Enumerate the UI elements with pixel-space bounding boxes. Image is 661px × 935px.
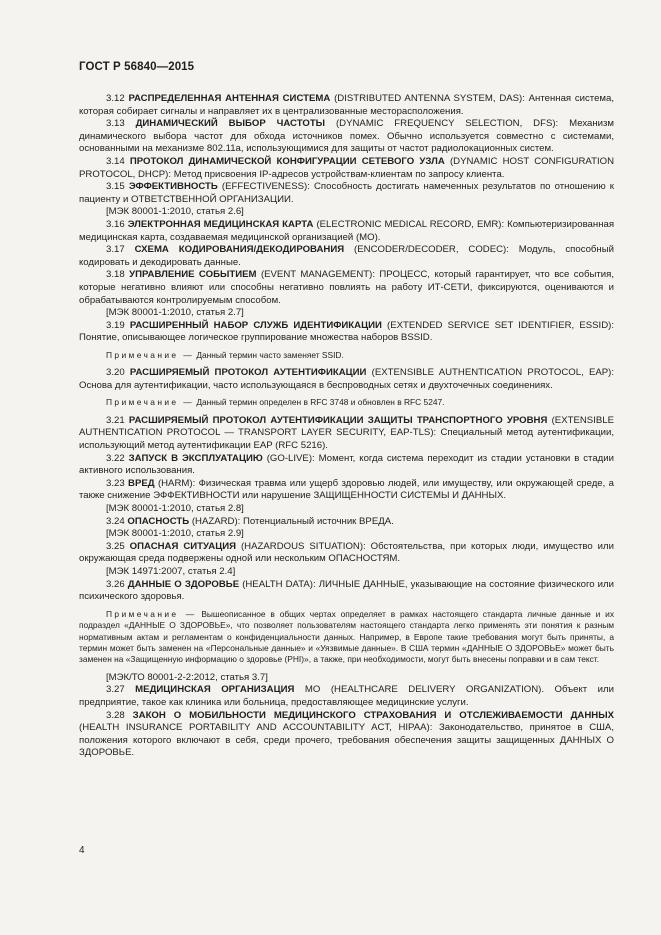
term-entry: 3.22 ЗАПУСК В ЭКСПЛУАТАЦИЮ (GO-LIVE): Момент, когда система переходит из стадии установки в стадии активного использования. bbox=[79, 452, 614, 477]
term-entry: 3.15 ЭФФЕКТИВНОСТЬ (EFFECTIVENESS): Способность достигать намеченных результатов по отношению к пациенту и ОТВЕТСТВЕННОЙ ОРГАНИЗАЦИИ. bbox=[79, 181, 614, 205]
term-entry: 3.18 УПРАВЛЕНИЕ СОБЫТИЕМ (EVENT MANAGEMENT): ПРОЦЕСС, который гарантирует, что все события, которые негативно влияют или способны негативно повлиять на работу ИТ-СЕТИ, фиксируются, оцениваются и обрабатываются контролируемым способом. bbox=[79, 269, 614, 306]
term-note: Примечание — Данный термин определен в RFC 3748 и обновлен в RFC 5247. bbox=[106, 397, 445, 408]
source-reference: [МЭК 80001-1:2010, статья 2.7] bbox=[106, 307, 244, 319]
term-title: СХЕМА КОДИРОВАНИЯ/ДЕКОДИРОВАНИЯ bbox=[134, 244, 345, 256]
term-note: Примечание — Данный термин часто заменяет SSID. bbox=[106, 349, 344, 360]
term-title: РАСПРЕДЕЛЕННАЯ АНТЕННАЯ СИСТЕМА bbox=[128, 93, 331, 104]
term-entry: 3.28 ЗАКОН О МОБИЛЬНОСТИ МЕДИЦИНСКОГО СТРАХОВАНИЯ И ОТСЛЕЖИВАЕМОСТИ ДАННЫХ (HEALTH INSURANCE PORTABILITY AND ACCOUNTABILITY ACT, HIPAA): Законодательство, принятое в США, положения которого включают в себя, среди прочего, требования обеспечения защиты защищенных ДАННЫХ О ЗДОРОВЬЕ. bbox=[79, 709, 615, 759]
note-label: Примечание — bbox=[106, 608, 197, 619]
term-entry: 3.26 ДАННЫЕ О ЗДОРОВЬЕ (HEALTH DATA): ЛИЧНЫЕ ДАННЫЕ, указывающие на состояние физического или психического здоровья. bbox=[79, 578, 614, 603]
term-title: РАСШИРЯЕМЫЙ ПРОТОКОЛ АУТЕНТИФИКАЦИИ ЗАЩИТЫ ТРАНСПОРТНОГО УРОВНЯ bbox=[128, 414, 548, 426]
source-reference: [МЭК 80001-1:2010, статья 2.6] bbox=[106, 206, 244, 218]
document-header: ГОСТ Р 56840—2015 bbox=[79, 61, 195, 73]
source-reference: [МЭК 80001-1:2010, статья 2.8] bbox=[106, 503, 244, 515]
term-title: РАСШИРЯЕМЫЙ ПРОТОКОЛ АУТЕНТИФИКАЦИИ bbox=[129, 367, 367, 379]
page-number: 4 bbox=[79, 845, 85, 856]
term-entry: 3.13 ДИНАМИЧЕСКИЙ ВЫБОР ЧАСТОТЫ (DYNAMIC FREQUENCY SELECTION, DFS): Механизм динамического выбора частот для обхода источников помех. Обычно используется совместно с системами, основанными на механизме 802.11а, использующимися для защиты от частот радиолокационных систем. bbox=[79, 118, 614, 155]
term-title: ЗАПУСК В ЭКСПЛУАТАЦИЮ bbox=[128, 452, 263, 464]
term-title: ОПАСНОСТЬ bbox=[127, 515, 190, 527]
term-entry: 3.23 ВРЕД (HARM): Физическая травма или ущерб здоровью людей, или имуществу, или окружающей среде, а также снижение ЭФФЕКТИВНОСТИ или нарушение ЗАЩИЩЕННОСТИ СИСТЕМЫ И ДАННЫХ. bbox=[79, 477, 614, 502]
term-title: УПРАВЛЕНИЕ СОБЫТИЕМ bbox=[129, 269, 257, 281]
term-title: ПРОТОКОЛ ДИНАМИЧЕСКОЙ КОНФИГУРАЦИИ СЕТЕВОГО УЗЛА bbox=[129, 155, 445, 167]
term-title: ДАННЫЕ О ЗДОРОВЬЕ bbox=[127, 578, 240, 590]
term-title: ВРЕД bbox=[128, 477, 155, 489]
term-title: ЭФФЕКТИВНОСТЬ bbox=[128, 181, 218, 193]
term-entry: 3.17 СХЕМА КОДИРОВАНИЯ/ДЕКОДИРОВАНИЯ (ENCODER/DECODER, CODEC): Модуль, способный кодировать и декодировать данные. bbox=[79, 244, 614, 268]
term-entry: 3.27 МЕДИЦИНСКАЯ ОРГАНИЗАЦИЯ МО (HEALTHCARE DELIVERY ORGANIZATION). Объект или предприятие, такое как клиника или больница, предоставляющее медицинские услуги. bbox=[79, 684, 614, 708]
term-title: ДИНАМИЧЕСКИЙ ВЫБОР ЧАСТОТЫ bbox=[135, 118, 326, 130]
document-body bbox=[79, 93, 614, 760]
term-title: РАСШИРЕННЫЙ НАБОР СЛУЖБ ИДЕНТИФИКАЦИИ bbox=[129, 319, 382, 331]
term-entry: 3.25 ОПАСНАЯ СИТУАЦИЯ (HAZARDOUS SITUATION): Обстоятельства, при которых люди, имущество или окружающая среда подвержены одной или нескольким ОПАСНОСТЯМ. bbox=[79, 540, 614, 565]
term-entry: 3.20 РАСШИРЯЕМЫЙ ПРОТОКОЛ АУТЕНТИФИКАЦИИ (EXTENSIBLE AUTHENTICATION PROTOCOL, EAP): Основа для аутентификации, часто использующаяся в беспроводных сетях и двухточечных соединениях. bbox=[79, 367, 615, 391]
term-entry: 3.14 ПРОТОКОЛ ДИНАМИЧЕСКОЙ КОНФИГУРАЦИИ СЕТЕВОГО УЗЛА (DYNAMIC HOST CONFIGURATION PROTOCOL, DHCP): Метод присвоения IP-адресов устройствам-клиентам по запросу клиента. bbox=[79, 155, 615, 180]
term-entry: 3.24 ОПАСНОСТЬ (HAZARD): Потенциальный источник ВРЕДА. bbox=[106, 515, 394, 527]
term-entry: 3.19 РАСШИРЕННЫЙ НАБОР СЛУЖБ ИДЕНТИФИКАЦИИ (EXTENDED SERVICE SET IDENTIFIER, ESSID): Понятие, описывающее логическое группирование множества наборов BSSID. bbox=[79, 319, 614, 344]
term-entry: 3.12 РАСПРЕДЕЛЕННАЯ АНТЕННАЯ СИСТЕМА (DISTRIBUTED ANTENNA SYSTEM, DAS): Антенная система, которая собирает сигналы и направляет их в централизованные месторасположения. bbox=[79, 93, 615, 117]
source-reference: [МЭК/ТО 80001-2-2:2012, статья 3.7] bbox=[106, 671, 268, 683]
term-title: ОПАСНАЯ СИТУАЦИЯ bbox=[129, 540, 237, 552]
term-entry: 3.21 РАСШИРЯЕМЫЙ ПРОТОКОЛ АУТЕНТИФИКАЦИИ ЗАЩИТЫ ТРАНСПОРТНОГО УРОВНЯ (EXTENSIBLE AUTHENTICATION PROTOCOL — TRANSPORT LAYER SECURITY, EAP-TLS): Специальный метод аутентификации, использующий метод аутентификации EAP (RFC 5216). bbox=[79, 414, 614, 452]
term-title: ЭЛЕКТРОННАЯ МЕДИЦИНСКАЯ КАРТА bbox=[127, 218, 314, 230]
note-label: Примечание — bbox=[106, 397, 194, 408]
term-title: МЕДИЦИНСКАЯ ОРГАНИЗАЦИЯ bbox=[135, 684, 295, 696]
term-title: ЗАКОН О МОБИЛЬНОСТИ МЕДИЦИНСКОГО СТРАХОВАНИЯ И ОТСЛЕЖИВАЕМОСТИ ДАННЫХ bbox=[132, 709, 615, 721]
source-reference: [МЭК 14971:2007, статья 2.4] bbox=[106, 566, 236, 577]
source-reference: [МЭК 80001-1:2010, статья 2.9] bbox=[106, 528, 244, 540]
term-note: Примечание — Вышеописанное в общих чертах определяет в рамках настоящего стандарта личные данные и их подраздел «ДАННЫЕ О ЗДОРОВЬЕ», что позволяет пользователям настоящего стандарта легко применять эти понятия к разным нормативным актам и регламентам о конфиденциальности данных. Например, в Европе такие требования могут быть приняты, а термин может быть заменен на «Персональные данные» и «Уязвимые данные». В США термин «ДАННЫЕ О ЗДОРОВЬЕ» может быть заменен на «Защищенную информацию о здоровье (PHI)», а также, при необходимости, могут быть внесены поправки и в сам текст. bbox=[79, 608, 615, 665]
term-entry: 3.16 ЭЛЕКТРОННАЯ МЕДИЦИНСКАЯ КАРТА (ELECTRONIC MEDICAL RECORD, EMR): Компьютеризированная медицинская карта, создаваемая медицинской организацией (МО). bbox=[79, 218, 615, 243]
note-label: Примечание — bbox=[106, 349, 194, 360]
